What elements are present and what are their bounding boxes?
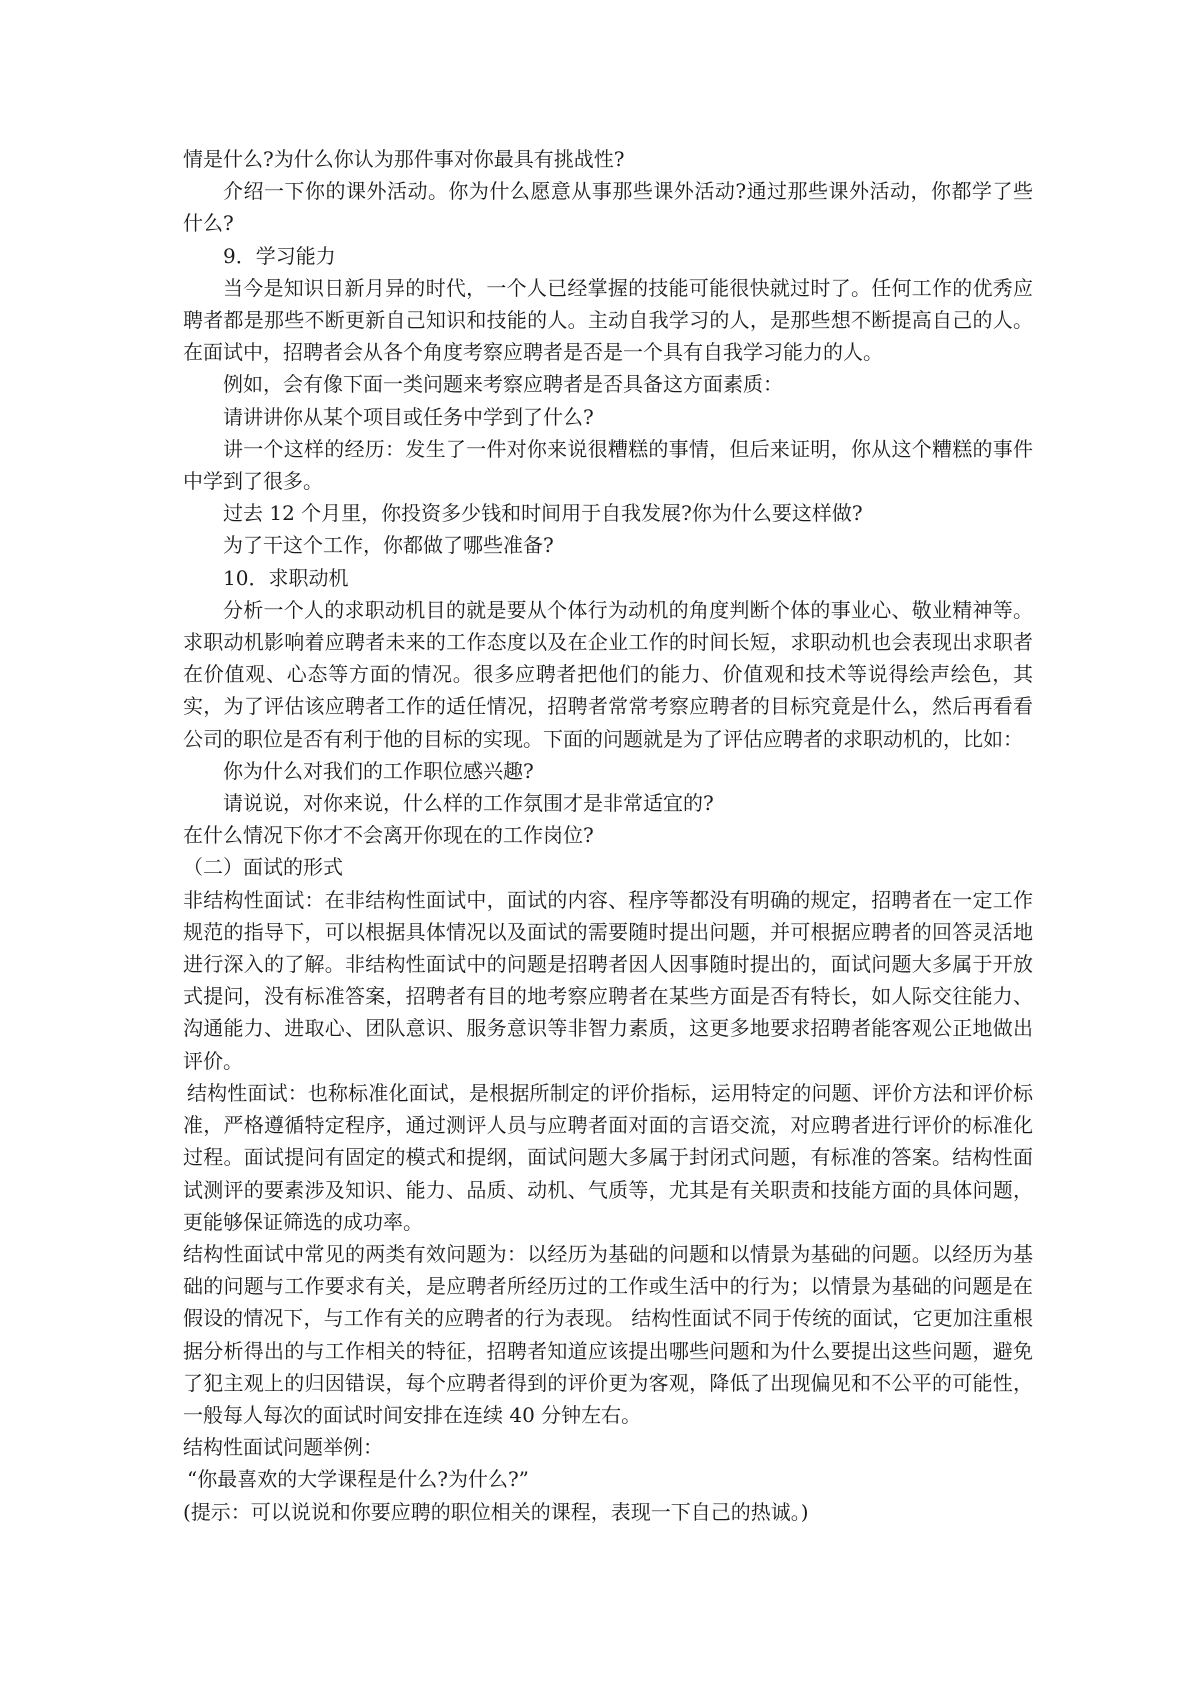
section-heading-learning-ability: 9．学习能力 [223,243,336,268]
paragraph-example-quote: “你最喜欢的大学课程是什么?为什么?” [187,1467,529,1492]
paragraph-question: 你为什么对我们的工作职位感兴趣? [223,758,534,783]
paragraph-question: 在什么情况下你才不会离开你现在的工作岗位? [183,823,594,848]
section-heading-interview-forms: （二）面试的形式 [183,855,343,880]
paragraph-body: 分析一个人的求职动机目的就是要从个体行为动机的角度判断个体的事业心、敬业精神等。求职动机影响着应聘者未来的工作态度以及在企业工作的时间长短，求职动机也会表现出求职者在价值观、心态等方面的情况。很多应聘者把他们的能力、价值观和技术等说得绘声绘色，其实，为了评估该应聘者工作的适任情况，招聘者常常考察应聘者的目标究竟是什么，然后再看看公司的职位是否有利于他的目标的实现。下面的问题就是为了评估应聘者的求职动机的，比如： [183,597,1033,751]
paragraph-body: 例如，会有像下面一类问题来考察应聘者是否具备这方面素质： [223,372,783,397]
paragraph-body: 当今是知识日新月异的时代，一个人已经掌握的技能可能很快就过时了。任何工作的优秀应聘者都是那些不断更新自己知识和技能的人。主动自我学习的人，是那些想不断提高自己的人。在面试中，招聘者会从各个角度考察应聘者是否是一个具有自我学习能力的人。 [183,275,1033,365]
paragraph-question: 过去 12 个月里，你投资多少钱和时间用于自我发展?你为什么要这样做? [223,501,863,526]
paragraph-continuation: 情是什么?为什么你认为那件事对你最具有挑战性? [183,147,625,171]
paragraph-question: 介绍一下你的课外活动。你为什么愿意从事那些课外活动?通过那些课外活动，你都学了些什么? [183,179,1033,236]
paragraph-question: 请说说，对你来说，什么样的工作氛围才是非常适宜的? [223,791,714,816]
paragraph-hint: (提示：可以说说和你要应聘的职位相关的课程，表现一下自己的热诚。) [183,1499,809,1524]
paragraph-body: 结构性面试中常见的两类有效问题为：以经历为基础的问题和以情景为基础的问题。以经历为基础的问题与工作要求有关，是应聘者所经历过的工作或生活中的行为；以情景为基础的问题是在假设的情况下，与工作有关的应聘者的行为表现。 结构性面试不同于传统的面试，它更加注重根据分析得出的与工作相关的特征，招聘者知道应该提出哪些问题和为什么要提出这些问题，避免了犯主观上的归因错误，每个应聘者得到的评价更为客观，降低了出现偏见和不公平的可能性，一般每人每次的面试时间安排在连续 40 分钟左右。 [183,1241,1033,1427]
paragraph-question: 讲一个这样的经历：发生了一件对你来说很糟糕的事情，但后来证明，你从这个糟糕的事件中学到了很多。 [183,436,1033,494]
paragraph-question: 请讲讲你从某个项目或任务中学到了什么? [223,404,594,429]
document-body [183,143,1033,1528]
paragraph-examples-heading: 结构性面试问题举例： [183,1435,383,1460]
section-heading-job-motivation: 10．求职动机 [223,565,349,590]
paragraph-question: 为了干这个工作，你都做了哪些准备? [223,533,554,558]
paragraph-unstructured-interview: 非结构性面试：在非结构性面试中，面试的内容、程序等都没有明确的规定，招聘者在一定工作规范的指导下，可以根据具体情况以及面试的需要随时提出问题，并可根据应聘者的回答灵活地进行深入的了解。非结构性面试中的问题是招聘者因人因事随时提出的，面试问题大多属于开放式提问，没有标准答案，招聘者有目的地考察应聘者在某些方面是否有特长，如人际交往能力、沟通能力、进取心、团队意识、服务意识等非智力素质，这更多地要求招聘者能客观公正地做出评价。 [183,887,1033,1073]
paragraph-structured-interview: 结构性面试：也称标准化面试，是根据所制定的评价指标，运用特定的问题、评价方法和评价标准，严格遵循特定程序，通过测评人员与应聘者面对面的言语交流，对应聘者进行评价的标准化过程。面试提问有固定的模式和提纲，面试问题大多属于封闭式问题，有标准的答案。结构性面试测评的要素涉及知识、能力、品质、动机、气质等，尤其是有关职责和技能方面的具体问题，更能够保证筛选的成功率。 [183,1080,1033,1234]
